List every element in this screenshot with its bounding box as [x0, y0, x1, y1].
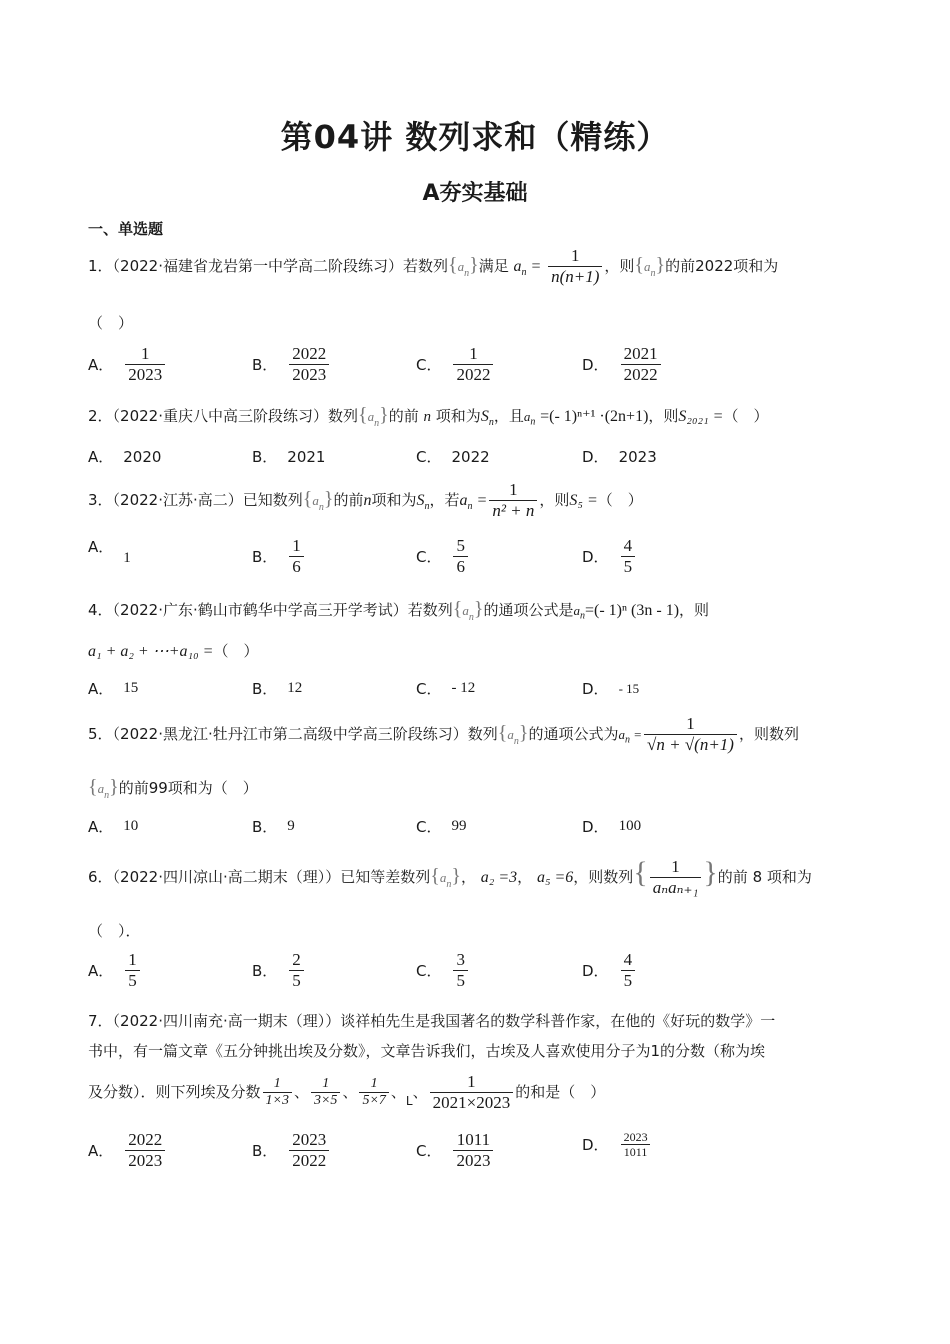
seq-brace: $\{a_n\}$ [430, 865, 461, 890]
options-row [88, 816, 888, 840]
question-6: 6．（2022·四川凉山·高二期末（理））已知等差数列$\{a_n\}$， a₂ =3， a₅ =6，则数列{ $\frac{1}{\text{aₙaₙ₊₁}}$ }的前 8 项和为 [88, 856, 812, 897]
formula: =(- 1)ⁿ⁺¹ ·(2n+1) [540, 408, 649, 425]
options-row [88, 678, 888, 702]
question-7: 7．（2022·四川南充·高一期末（理））谈祥柏先生是我国著名的数学科普作家，在他的《好玩的数学》一 [88, 1012, 776, 1030]
question-4: 4．（2022·广东·鹤山市鹤华中学高三开学考试）若数列$\{a_n\}$的通项公式是$a_n=(-$ 1)ⁿ (3n - 1)，则 [88, 598, 710, 623]
option-d[interactable]: D． $\frac{4}{5}$ [582, 950, 637, 991]
option-b[interactable]: B． $\frac{2023}{2022}$ [252, 1130, 331, 1171]
option-b[interactable]: B． $\frac{2}{5}$ [252, 950, 306, 991]
option-c[interactable]: C． $\frac{3}{5}$ [416, 950, 470, 991]
section-heading: 一、单选题 [88, 220, 164, 238]
option-c[interactable]: C． - 12 [416, 680, 476, 698]
option-a[interactable]: A． 1 [88, 538, 131, 566]
option-a[interactable]: A． 15 [88, 680, 139, 698]
seq-brace: $\{a_n\}$ [497, 722, 529, 747]
seq-brace: $\{a_n\}$ [448, 254, 479, 279]
formula-fraction: $\frac{1}{n(n+1)}$ [548, 246, 602, 287]
question-5: 5．（2022·黑龙江·牡丹江市第二高级中学高三阶段练习）数列$\{a_n\}$的通项公式为$a_n$ = $\frac{1}{√n + √(n+1)}$ ，则数列 [88, 714, 799, 754]
options-row [88, 536, 888, 580]
question-number: 1． [88, 257, 113, 275]
options-row [88, 446, 888, 470]
formula-lhs: $a_n$ = [513, 258, 542, 279]
option-c[interactable]: C． $\frac{5}{6}$ [416, 536, 470, 577]
options-row [88, 344, 888, 386]
question-5-line-2: $\{a_n\}$的前99项和为（ ） [88, 776, 258, 801]
options-row [88, 950, 888, 992]
question-3: 3．（2022·江苏·高二）已知数列$\{a_n\}$的前n项和为$S_n$，若$a_n$ = $\frac{1}{\text{n² + n}}$ ，则S₅ =（ ） [88, 480, 643, 520]
seq-brace: $\{a_n\}$ [358, 404, 389, 429]
option-d[interactable]: D． $\frac{2023}{1011}$ [582, 1130, 653, 1159]
option-a[interactable]: A． $\frac{1}{5}$ [88, 950, 142, 991]
formula-fraction: $\frac{1}{\text{aₙaₙ₊₁}}$ [650, 857, 702, 898]
question-2: 2．（2022·重庆八中高三阶段练习）数列$\{a_n\}$的前 n 项和为$S_n$，且$a_n$ =(- 1)ⁿ⁺¹ ·(2n+1)，则S₂₀₂₁ =（ ） [88, 404, 769, 429]
seq-brace: $\{a_n\}$ [452, 598, 484, 623]
options-row [88, 1130, 888, 1172]
option-a[interactable]: A． $\frac{1}{2023}$ [88, 344, 167, 385]
question-7-line-3: 及分数）．则下列埃及分数 $\frac{1}{1\times 3}$ 、 $\frac{1}{3\times 5}$ 、 $\frac{1}{5\times 7}$ 、$_L$、 $\frac{1}{2021\times 2023}$ 的和是（ ） [88, 1072, 606, 1112]
seq-brace: $\{a_n\}$ [302, 488, 334, 513]
seq-brace: $\{a_n\}$ [88, 776, 119, 801]
option-d[interactable]: D． 100 [582, 818, 642, 836]
option-d[interactable]: D． - 15 [582, 680, 640, 698]
option-b[interactable]: B． 9 [252, 818, 295, 836]
option-d[interactable]: D． 2023 [582, 447, 657, 466]
option-c[interactable]: C． 99 [416, 818, 467, 836]
question-6-line-2: （ ）． [88, 922, 141, 940]
option-b[interactable]: B． $\frac{2022}{2023}$ [252, 344, 331, 385]
option-a[interactable]: A． 2020 [88, 447, 162, 466]
question-7-line-2: 书中，有一篇文章《五分钟挑出埃及分数》，文章告诉我们，古埃及人喜欢使用分子为1的分数（称为埃 [88, 1042, 766, 1060]
question-blank: （ ） [88, 314, 134, 332]
option-c[interactable]: C． $\frac{1011}{2023}$ [416, 1130, 495, 1171]
page-subtitle: A夯实基础 [422, 181, 528, 206]
option-a[interactable]: A． $\frac{2022}{2023}$ [88, 1130, 167, 1171]
question-stem: （2022·福建省龙岩第一中学高二阶段练习）若数列 [112, 257, 448, 275]
option-d[interactable]: D． $\frac{4}{5}$ [582, 536, 637, 577]
option-b[interactable]: B． 12 [252, 680, 303, 698]
question-4-line-2: a₁ + a₂ + ⋯+a₁₀ =（ ） [88, 642, 259, 660]
option-a[interactable]: A． 10 [88, 818, 139, 836]
formula-fraction: $\frac{1}{√n + √(n+1)}$ [644, 714, 737, 755]
formula: =(- 1)ⁿ (3n - 1) [585, 602, 680, 619]
option-c[interactable]: C． 2022 [416, 447, 490, 466]
question-1: 1．（2022·福建省龙岩第一中学高二阶段练习）若数列$\{a_n\}$满足 $a_n$ = $\frac{1}{n(n+1)}$ ，则$\{a_n\}$的前2022项和为 [88, 246, 779, 286]
seq-brace: $\{a_n\}$ [634, 254, 666, 279]
option-d[interactable]: D． $\frac{2021}{2022}$ [582, 344, 663, 385]
option-b[interactable]: B． $\frac{1}{6}$ [252, 536, 306, 577]
option-b[interactable]: B． 2021 [252, 447, 326, 466]
page-title: 第04讲 数列求和（精练） [280, 118, 670, 156]
option-c[interactable]: C． $\frac{1}{2022}$ [416, 344, 495, 385]
formula-fraction: $\frac{1}{\text{n² + n}}$ [489, 480, 537, 521]
